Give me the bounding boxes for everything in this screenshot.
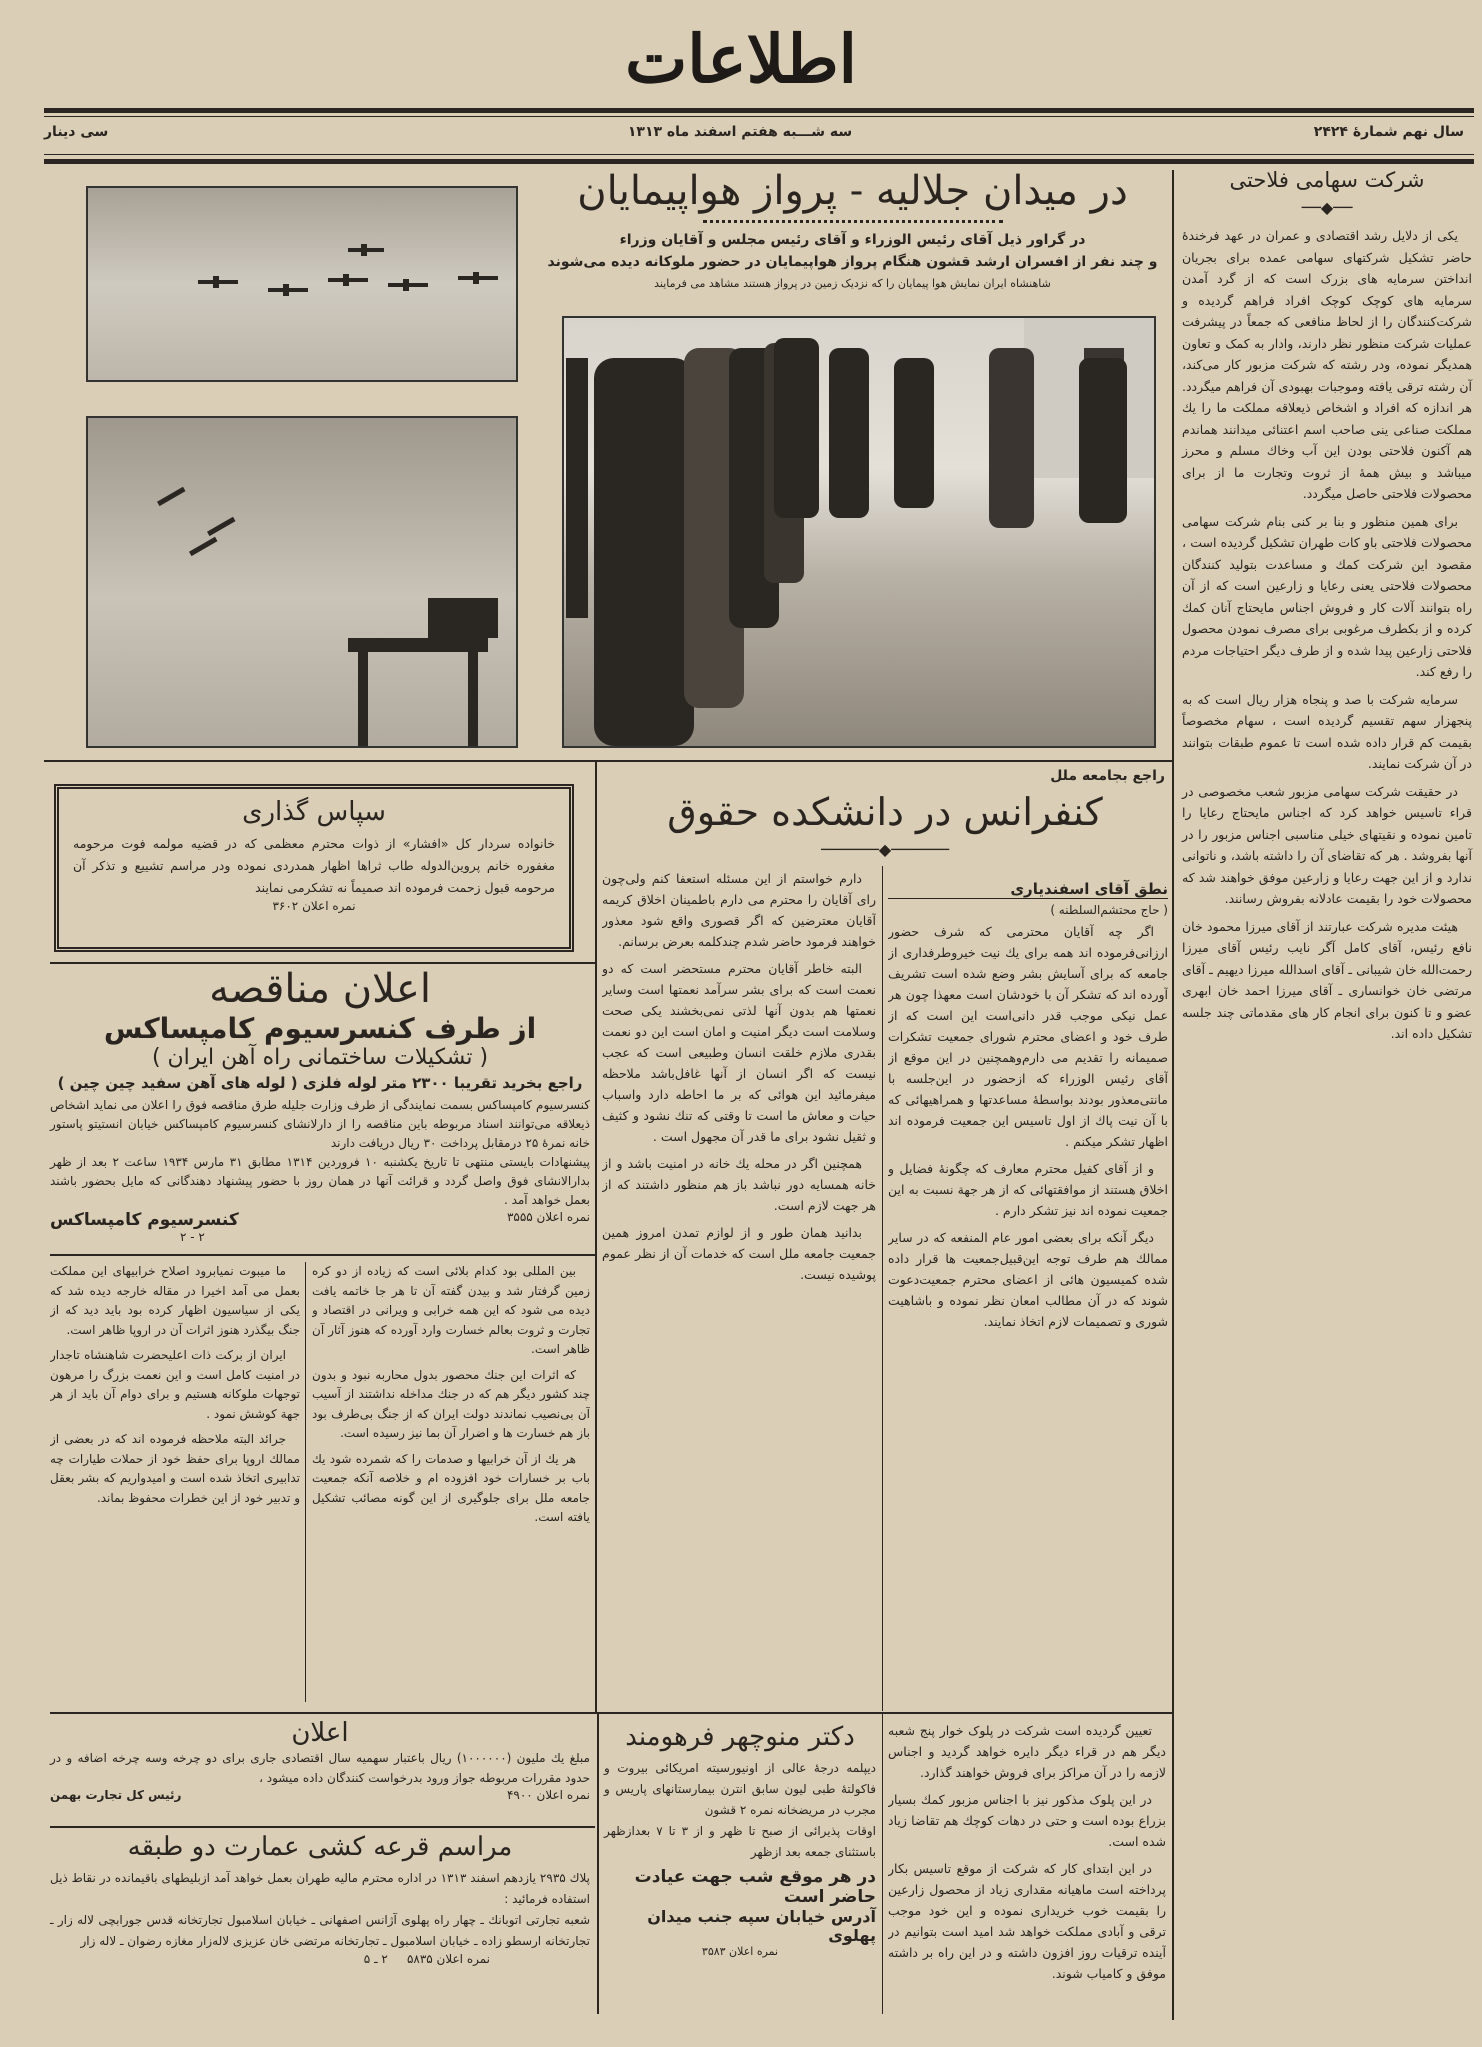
paragraph: همچنین اگر در محله یك خانه در امنیت باشد و از خانه همسایه دور نباشد باز هم منظور داشتند که از هر جهت لازم است. <box>602 1156 876 1213</box>
tender-ad-run: ۲ - ۲ <box>180 1230 205 1244</box>
paragraph: ایران از برکت ذات اعلیحضرت شاهنشاه تاجدار در امنیت کامل است و این نعمت بزرگ را مرهون توجهات ملوکانه هستیم و برای دوام آن باید از هر جهة کوشش نمود . <box>50 1348 300 1421</box>
column-divider <box>305 1262 306 1702</box>
paragraph: در حقیقت شرکت سهامی مزبور شعب مخصوصی در قراء تاسیس خواهد کرد که اجناس مایحتاج رعایا را تامین نموده و نقیتهای خیلی مناسبی اجناس مزبور را در آنها بفروشد . هر که تقاضای آن را داشته باشد، و ناتوانی ندارد و از این جهت رعایا و زارعین موفق خواهند شد که محصولات خود را بقیمت عادلانه بفروش رسانند. <box>1182 783 1472 906</box>
aviation-article <box>540 168 1165 295</box>
airplanes-icon <box>88 188 516 380</box>
conference-column-body <box>602 868 876 1708</box>
people-figures-icon <box>564 318 1154 746</box>
column-divider <box>882 1714 883 2014</box>
doctor-ad-text: دیپلمه درجهٔ عالی از اونیورسیته امریکائی بیروت و فاکولتهٔ طبی لیون سابق انترن بیمارستانهای پاریس و مجرب در مریضخانه نمره ۲ قشون <box>604 1761 876 1817</box>
photo-officials-airfield <box>562 316 1156 748</box>
dotted-divider <box>703 220 1003 223</box>
lower-left-column <box>50 1262 300 1702</box>
paragraph: سرمایه شرکت با صد و پنجاه هزار ریال است که به پنجهزار سهم تقسیم گردیده است ، سهام مخصوصاً بقیمت کم قرار داده شده است تا عموم طبقات بتوانند در آن شرکت نمایند. <box>1182 691 1472 771</box>
paragraph: دارم خواستم از این مسئله استعفا کنم ولی‌چون رای آقایان را محترم می دارم باطمینان اخلاق کریمه آقایان معترضین که اگر قصوری واقع شود معذور خواهند فرمود حاضر شدم چندکلمه بعرض برسانم. <box>602 871 876 949</box>
caption-line: و چند نفر از افسران ارشد قشون هنگام پرواز هواپیمایان در حضور ملوکانه دیده می‌شوند <box>547 254 1158 270</box>
paragraph: هر یك از آن خرابیها و صدمات را که شمرده شود یك باب بر خسارات خود افزوده ام و خلاصه آنکه جمعیت جامعه ملل برای جلوگیری از این گونه مصائب تشکیل یافته است. <box>312 1451 590 1524</box>
paragraph: و از آقای کفیل محترم معارف که چگونهٔ فضایل و اخلاق هستند از موافقتهائی که از هر جهة نسبت به این جمعیت نموده اند نیز تشکر دارم . <box>888 1161 1168 1218</box>
caption-small: شاهنشاه ایران نمایش هوا پیمایان را که نزدیک زمین در پرواز هستند مشاهد می فرمایند <box>654 277 1051 290</box>
doctor-ad <box>604 1722 876 1958</box>
tender-ad-title: اعلان مناقصه <box>209 966 431 1012</box>
masthead-rule-top <box>44 108 1474 113</box>
tender-ad-subtitle2: ( تشکیلات ساختمانی راه آهن ایران ) <box>151 1045 489 1070</box>
paragraph: تعیین گردیده است شرکت در پلوک خوار پنج شعبه دیگر هم در قراء دیگر دایره خواهد گردید و اجناس لازمه را در آن مراکز برای فروش خواهند گذارد. <box>888 1723 1166 1780</box>
doctor-ad-number: نمره اعلان ۳۵۸۳ <box>701 1945 779 1958</box>
paragraph: هیئت مدیره شرکت عبارتند از آقای میرزا محمود خان نافع رئیس، آقای کامل آگر نایب رئیس آقای میرزا رحمت‌الله خان شیبانی ـ آقای اسدالله میرزا دیهیم ـ آقای مرتضی خان خوانساری ـ آقای میرزا احمد خان ابهری عضو و تا کنون برای انجام کار های مقدماتی چند جلسه تشکیل داده اند. <box>1182 918 1472 1041</box>
photo-airplanes-overhead <box>86 416 518 748</box>
thanks-ad-title: سپاس گذاری <box>242 797 386 827</box>
header-rule-bottom <box>44 159 1474 164</box>
lottery-ad-number: نمره اعلان ۵۸۳۵ <box>406 1952 490 1966</box>
tender-ad-text2: پیشنهادات بایستی منتهی تا تاریخ یکشنبه ۱۰ فروردین ۱۳۱۴ مطابق ۳۱ مارس ۱۹۳۴ ساعت ۲ بعد از ظهر بدارالانشای فوق واصل گردد و قرائت آنها در همان روز با حضور پیشنهاد دهندگانی که مایل بحضور باشند بعمل خواهد آمد . <box>50 1155 590 1207</box>
paragraph: یکی از دلایل رشد اقتصادی و عمران در عهد فرخندهٔ حاضر تشکیل شرکتهای سهامی عمده برای بجریان انداختن سرمایه های بزرک است که از گرد آمدن سرمایه های کوچک کوچک افراد فراهم گردیده و شرکت‌کنندگان را از لحاظ منافعی که جمعاً در پیشرفت عملیات شرکت منظور نظر دارند، وادار به کمک و تعاون همدیگر نموده، ودر رشته که شرکت مزبور کار می‌کند، آن رشته ترقی یافته وموجبات بهبودی آن فراهم میگردد. هر اندازه که افراد و اشخاص ذیعلاقه مملکت ما را یك مملکت صناعی ینی صاحب اسم اعتنائی میدانند هماندم هم آکنون فلاحتی بودن این آب وخاك مسلم و محرز میباشد و بیش همهٔ از ثروت وتجارت ما از برای محصولات فلاحتی حاصل میگردد. <box>1182 228 1472 501</box>
speaker-title: ( حاج محتشم‌السلطنه ) <box>1050 903 1168 917</box>
column-divider <box>882 866 883 1711</box>
conference-article <box>605 768 1165 859</box>
notice-ad-signature: رئیس کل تجارت بهمن <box>50 1788 182 1802</box>
sidebar-body <box>1182 225 1472 1045</box>
paragraph: در این ابتدای کار که شرکت از موقع تاسیس بکار پرداخته است ماهیانه مقداری زیاد از محصول زارعین را بقیمت خوب خریداری نموده و این خود موجب ترقی و آبادی مملکت خواهد شد امید است بتوانیم در آینده ترقیات روز افزون داشته و در این راه بر داشته موفق و کامیاب شوند. <box>888 1861 1166 1981</box>
newspaper-title: اطلاعات <box>625 20 857 98</box>
sidebar-title: شرکت سهامی فلاحتی <box>1229 168 1425 192</box>
tender-ad-subtitle: از طرف کنسرسیوم کامپساکس <box>103 1012 537 1045</box>
paragraph: که اثرات این جنك محصور بدول محاربه نبود و بدون چند کشور دیگر هم که در جنك مداخله نداشتند از آسیب آن بی‌نصیب نماندند دولت ایران که از جنگ بی‌طرف بود باز هم خسارت ها و اضرار آن بما نیز رسیده است. <box>312 1367 590 1440</box>
paragraph: دیگر آنکه برای بعضی امور عام المنفعه که در سایر ممالك هم طرف توجه این‌قبیل‌جمعیت ها قرار داده شده کمیسیون هائی از اعضای محترم جمعیت‌دعوت شوند که در آن مطالب امعان نظر نموده و باشاهیت شوری و تصمیمات لازم اتخاذ نمایند. <box>888 1230 1168 1329</box>
doctor-ad-title: دکتر منوچهر فرهومند <box>625 1722 855 1752</box>
conference-headline: کنفرانس در دانشکده حقوق <box>667 790 1103 834</box>
paragraph: بدانید همان طور و از لوازم تمدن امروز همین جمعیت جامعه ملل است که خدمات آن از نظر عموم پوشیده نیست. <box>602 1225 876 1282</box>
speaker-name: نطق آقای اسفندیاری <box>888 880 1168 899</box>
ornament-divider: ──────◆────── <box>821 840 949 859</box>
section-rule <box>50 1826 595 1828</box>
header-rule-thin <box>44 154 1474 155</box>
section-rule <box>50 962 595 964</box>
paragraph: البته خاطر آقایان محترم مستحضر است که دو نعمت است که برای بشر سرآمد نعمتها است وسایر نعمتها هم بدون آنها لذتی نمی‌بخشند یکی صحت وسلامت است دیگر امنیت و امان است این دو نعمت بقدری ملازم خلقت انسان وطبیعی است که عجب نیست که اگر انسان از آنها غافل‌باشد ملاحظه میفرمائید این هوائی که بر ما احاطه دارد واسباب حیات و معاش ما است تا وقتی که تنك نشود و کثیف و ثقیل نشود برای ما قدر آن مجهول است . <box>602 961 876 1144</box>
column-divider <box>1172 170 1174 2020</box>
doctor-ad-hours: اوقات پذیرائی از صبح تا ظهر و از ۳ تا ۷ بعدازظهر باستثنای جمعه بعد ازظهر <box>604 1824 877 1859</box>
paragraph: برای همین منظور و بنا بر کنی بنام شرکت سهامی محصولات فلاحتی باو کات طهران تشکیل گردیده است ، مقصود این شرکت کمك و مساعدت بتولید کنندگان محصولات فلاحتی یعنی رعایا و زارعین است که از آن راه بتوانند آلات کار و فروش اجناس مایحتاج آنان کمك کرده و از بکطرف مرغوبی برای مصرف نمودن محصول فلاحتی زارعین پیدا شده و از طرف دیگر احتیاجات مردم را رفع کند. <box>1182 513 1472 679</box>
lottery-ad-text2: شعبه تجارتی اتوبانك ـ چهار راه پهلوی آژانس اصفهانی ـ خیابان اسلامبول تجارتخانه قدس جورابچی لاله زار ـ تجارتخانه ارسطو زاده ـ خیابان اسلامبول ـ تجارتخانه مرتضی خان عزیزی لاله‌زار مغازه رضوان ـ لاله زار <box>50 1913 590 1948</box>
tender-ad-number: نمره اعلان ۳۵۵۵ <box>506 1210 590 1224</box>
sidebar-article <box>1182 168 1472 1051</box>
paragraph: اگر چه آقایان محترمی که شرف حضور ارزانی‌فرموده اند همه برای یك نیت خیروطرفداری از جامعه که برای آسایش بشر وضع شده است تشریف آورده اند که تشکر آن با خودشان است معهذا چون هر عمل نیکی موجب قدر دانی‌است این است که از طرف خود و اعضای محترم شورای جمعیت تشکرات صمیمانه را تقدیم می دارم‌وهمچنین در این موقع از آقای رئیس الوزراء که ازحضور در این‌جلسه با مانتی‌معذور بودند بواسطهٔ مساعدتها و همراهیهائی که با آن نیت پاك از اول تاسیس این جمعیت فرموده اند اظهار تشکر میکنم . <box>888 924 1168 1149</box>
section-rule <box>50 1254 595 1256</box>
conference-speaker-column <box>888 880 1168 1631</box>
lower-left-column <box>312 1262 590 1702</box>
lottery-ad <box>50 1832 590 1966</box>
notice-ad-title: اعلان <box>291 1718 349 1748</box>
conference-kicker: راجع بجامعه ملل <box>1050 768 1165 784</box>
paragraph: ما میبوت نمیابرود اصلاح خرابیهای این مملکت بعمل می آمد اخیرا در مقاله خارجه دیده شد که یکی از سیاسیون اظهار کرده بود باید دید که از جنگ بیگذرد هنوز اثرات آن در اروپا ظاهر است. <box>50 1264 300 1337</box>
notice-ad-number: نمره اعلان ۴۹۰۰ <box>506 1788 590 1802</box>
paragraph: در این پلوک مذکور نیز با اجناس مزبور کمك بسیار بزراع بوده است و حتی در دهات کوچك هم تقاضا زیاد شده است. <box>888 1792 1166 1849</box>
issue-number: سال نهم شمارهٔ ۲۴۲۴ <box>1313 124 1464 140</box>
doctor-ad-address: آدرس خیابان سپه جنب میدان پهلوی <box>647 1907 876 1945</box>
issue-price: سی دینار <box>44 124 109 140</box>
ornament-divider: ──◆── <box>1301 198 1353 217</box>
lottery-ad-title: مراسم قرعه کشی عمارت دو طبقه <box>127 1832 513 1862</box>
paragraph: جرائد البته ملاحظه فرموده اند که در بعضی از ممالك اروپا برای حفظ خود از حملات طیارات چه تدابیری اتخاذ شده است و امیدواریم که بشر بعقل و تدبیر خود از این خطرات محفوظ بماند. <box>50 1432 300 1505</box>
bottom-article-continuation <box>888 1720 1166 2010</box>
tender-ad-text: کنسرسیوم کامپساکس بسمت نمایندگی از طرف وزارت جلیله طرق مناقصه فوق را اعلان می نماید اشخاص ذیعلاقه می‌توانند اسناد مربوطه باین مناقصه را از دارلانشای کنسرسیوم کامپساکس خیابان انستیتو پاستور خانه نمرهٔ ۲۵ درمقابل پرداخت ۳۰ ریال دریافت دارند <box>50 1098 590 1150</box>
conference-column-body <box>888 921 1168 1631</box>
notice-ad-text: مبلغ یك ملیون (۱۰۰۰۰۰۰) ریال باعتبار سهمیه سال اقتصادی جاری برای دو چرخه وسه چرخه اضافه و در حدود مقررات مربوطه جواز ورود بدرخواست کنندگان داده میشود ، <box>50 1751 590 1785</box>
issue-date: سه شـــبه هفتم اسفند ماه ۱۳۱۳ <box>627 124 853 140</box>
thanks-ad-number: نمره اعلان ۳۶۰۲ <box>272 899 356 913</box>
doctor-ad-night: در هر موقع شب جهت عیادت حاضر است <box>634 1867 876 1907</box>
section-rule <box>50 1712 1172 1714</box>
paragraph: بین المللی بود کدام بلائی است که زیاده از دو کره زمین گرفتار شد و بیدن گفته آن تا هر جا خاتمه یافت دیده می شود که این همه خرابی و ویرانی در اقتصاد و تجارت و ثروت بعالم خسارت وارد آورده که هنوز آثار آن ظاهر است. <box>312 1264 590 1356</box>
thanks-ad-box <box>54 784 574 952</box>
thanks-ad-text: خانواده سردار کل «افشار» از ذوات محترم معظمی که در قضیه مولمه فوت مرحومه مغفوره خانم پروین‌الدوله طاب ثراها اظهار همدردی نموده ودر مراسم تشییع و تذکر آن مرحومه قبول زحمت فرموده اند صمیماً نه تشکرمی نمایند <box>73 836 555 895</box>
photo-airplanes-formation <box>86 186 518 382</box>
caption-line: در گراور ذیل آقای رئیس الوزراء و آقای رئیس مجلس و آقایان وزراء <box>619 232 1086 248</box>
tender-ad <box>50 966 590 1244</box>
aviation-headline: در میدان جلالیه - پرواز هواپیمایان <box>577 168 1128 214</box>
airplanes-icon <box>88 418 516 746</box>
lottery-ad-text: پلاك ۲۹۳۵ یازدهم اسفند ۱۳۱۳ در اداره محترم مالیه طهران بعمل خواهد آمد ازبلیطهای باقیمانده در نقاط ذیل استفاده فرمائید : <box>50 1871 590 1906</box>
column-divider <box>597 1714 599 2014</box>
aviation-caption <box>540 229 1165 295</box>
tender-ad-item: راجع بخرید تقریبا ۲۳۰۰ متر لوله فلزی ( لوله های آهن سفید چین چین ) <box>57 1074 583 1092</box>
column-divider <box>595 762 597 1712</box>
masthead-rule-thin <box>44 116 1474 117</box>
masthead-logo <box>0 20 1482 98</box>
lottery-ad-run: ۲ ـ ۵ <box>363 1952 388 1966</box>
section-rule <box>44 760 1172 762</box>
tender-ad-signature: کنسرسیوم کامپساکس <box>50 1210 239 1230</box>
notice-ad <box>50 1718 590 1802</box>
